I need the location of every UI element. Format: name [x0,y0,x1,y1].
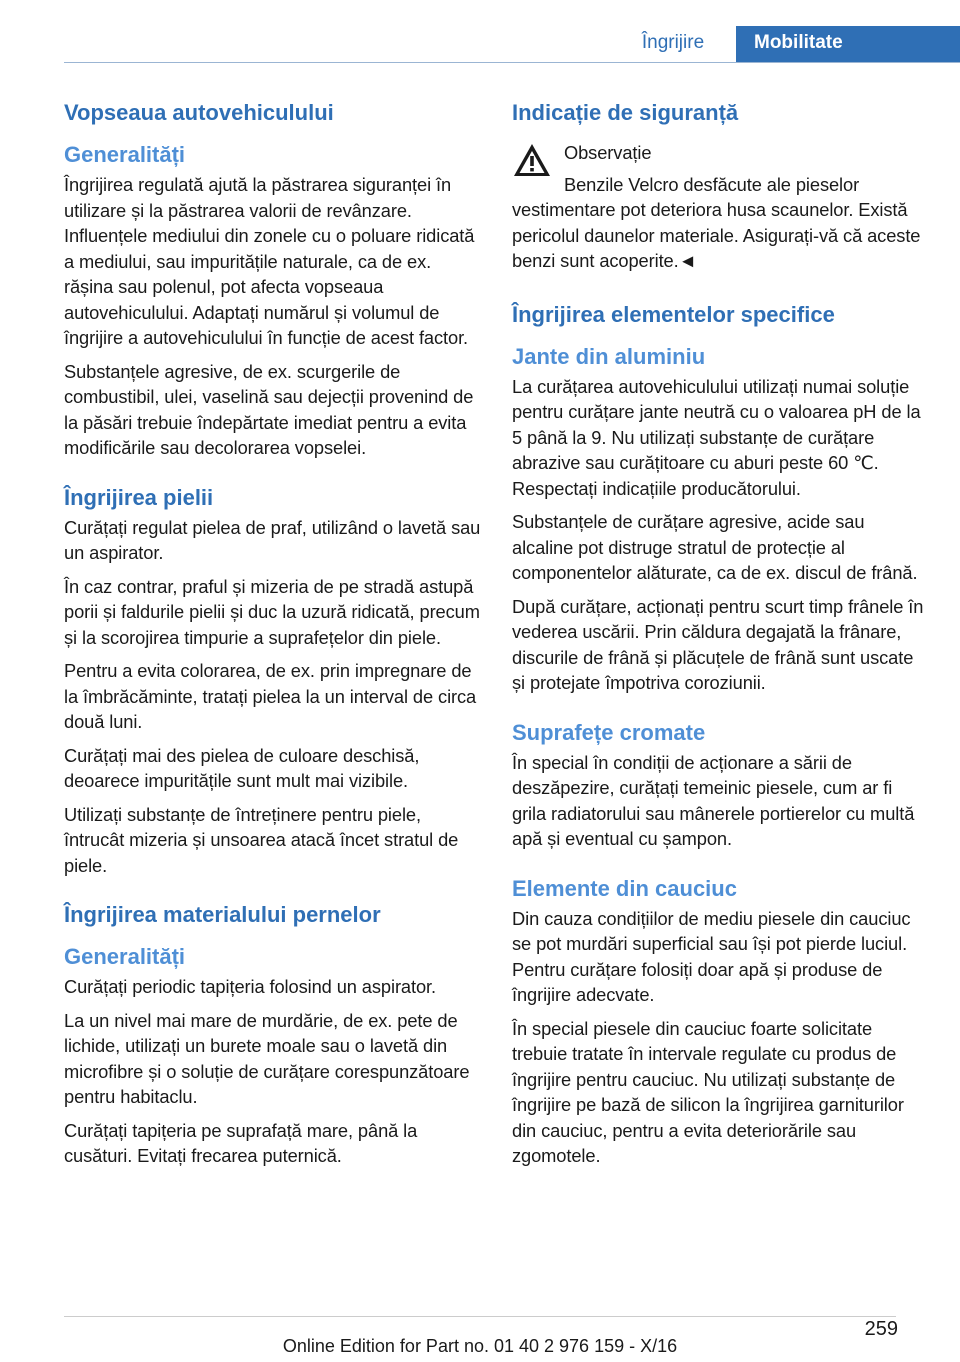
paragraph: În caz contrar, praful și mizeria de pe stradă astupă porii și faldurile pielii și duc la uzură ridicată, precum și la scorojirea timpurie a suprafețelor din piele. [64,575,480,648]
paragraph: Pentru a evita colorarea, de ex. prin impregnare de la îmbrăcăminte, tratați pielea la un interval de circa două luni. [64,660,477,732]
tab-section[interactable]: Îngrijire [641,32,705,53]
paragraph: Curățați tapițeria pe suprafață mare, până la cusături. Evitați frecarea puternică. [64,1119,418,1166]
paragraph: Substanțele agresive, de ex. scurgerile de combustibil, ulei, vaselină sau dejecții provenind de la păsări trebuie îndepărtate imediat pentru a evita modificările sau decolorarea vopselei. [64,360,474,458]
heading-specific: Îngrijirea elementelor specifice [512,301,835,327]
paragraph: Din cauza condițiilor de mediu piesele din cauciuc se pot murdări superficial sau își pot pierde luciul. Pentru curățare folosiți doar apă și produse de îngrijire adecvate. [512,907,911,1005]
subheading-rubber: Elemente din cauciuc [512,875,737,901]
heading-paint: Vopseaua autovehiculului [64,100,334,125]
subheading-cushion-general: Generalități [64,944,186,969]
heading-safety: Indicație de siguranță [512,100,739,125]
paragraph: La curățarea autovehiculului utilizați numai soluție pentru curățare jante neutră cu o valoarea pH de la 5 până la 9. Nu utilizați substanțe de curățare abrazive sau curățitoare cu aburi peste 60 ℃. Respectați indicațiile producătorului. [512,375,921,499]
subheading-alloy: Jante din aluminiu [512,343,706,369]
footer-rule [64,1316,896,1317]
paragraph: Curățați regulat pielea de praf, utilizând o lavetă sau un aspirator. [64,516,481,563]
heading-leather: Îngrijirea pielii [64,484,214,510]
paragraph: După curățare, acționați pentru scurt timp frânele în vederea uscării. Prin căldura degajată la frânare, discurile de frână și plăcuțele de frână sunt uscate și protejate împotriva coroziunii. [512,595,924,693]
warning-first-line: Benzile Velcro desfăcute ale pieselor [564,173,860,195]
paragraph: Curățați periodic tapițeria folosind un aspirator. [64,976,437,997]
warning-triangle-icon [512,142,552,178]
warning-text: vestimentare pot deteriora husa scaunelor. Există pericolul daunelor materiale. Asigurați-vă că aceste benzi sunt acoperite.◄ [512,199,921,271]
warning-title: Observație [564,142,652,163]
heading-cushion: Îngrijirea materialului pernelor [64,902,381,927]
paragraph: Substanțele de curățare agresive, acide sau alcaline pot distruge stratul de protecție al componentelor alăturate, ca de ex. discul de frână. [512,511,918,583]
paragraph: Utilizați substanțe de întreținere pentru piele, întrucât mizeria și unsoarea atacă încet stratul de piele. [64,803,459,876]
header-rule [64,62,960,63]
paragraph: În special piesele din cauciuc foarte solicitate trebuie tratate în intervale regulate cu produs de îngrijire pentru cauciuc. Nu utilizați substanțe de îngrijire pe bază de silicon la îngrijirea garniturilor din cauciuc, pentru a evita deteriorările sau zgomotele. [512,1017,904,1166]
subheading-paint-general: Generalități [64,142,186,167]
warning-box [512,140,926,197]
page-header [0,0,960,62]
paragraph: În special în condiții de acționare a sării de deszăpezire, curățați temeinic piesele, cum ar fi grila radiatorului sau mânerele portierelor cu multă apă și eventual cu șampon. [512,751,915,849]
edition-footer: Online Edition for Part no. 01 40 2 976 159 - X/16 [282,1336,678,1356]
paragraph: Îngrijirea regulată ajută la păstrarea siguranței în utilizare și la păstrarea valorii de revânzare. Influențele mediului din zonele cu o poluare ridicată a mediului, sau impuritățile naturale, ca de ex. rășina sau polenul, pot afecta vopseaua autovehiculului. Adaptați numărul și volumul de îngrijire a autovehiculului în funcție de acest factor. [64,174,475,348]
right-column [512,98,926,1177]
tab-chapter[interactable]: Mobilitate [736,26,960,62]
paragraph: Curățați mai des pielea de culoare deschisă, deoarece impuritățile sunt mult mai vizibile. [64,744,420,791]
paragraph: La un nivel mai mare de murdărie, de ex. pete de lichide, utilizați un burete moale sau o lavetă din microfibre și o soluție de curățare corespunzătoare pentru habitaclu. [64,1009,470,1107]
subheading-chrome: Suprafețe cromate [512,719,706,745]
left-column [64,98,482,1177]
page-number: 259 [864,1318,898,1340]
